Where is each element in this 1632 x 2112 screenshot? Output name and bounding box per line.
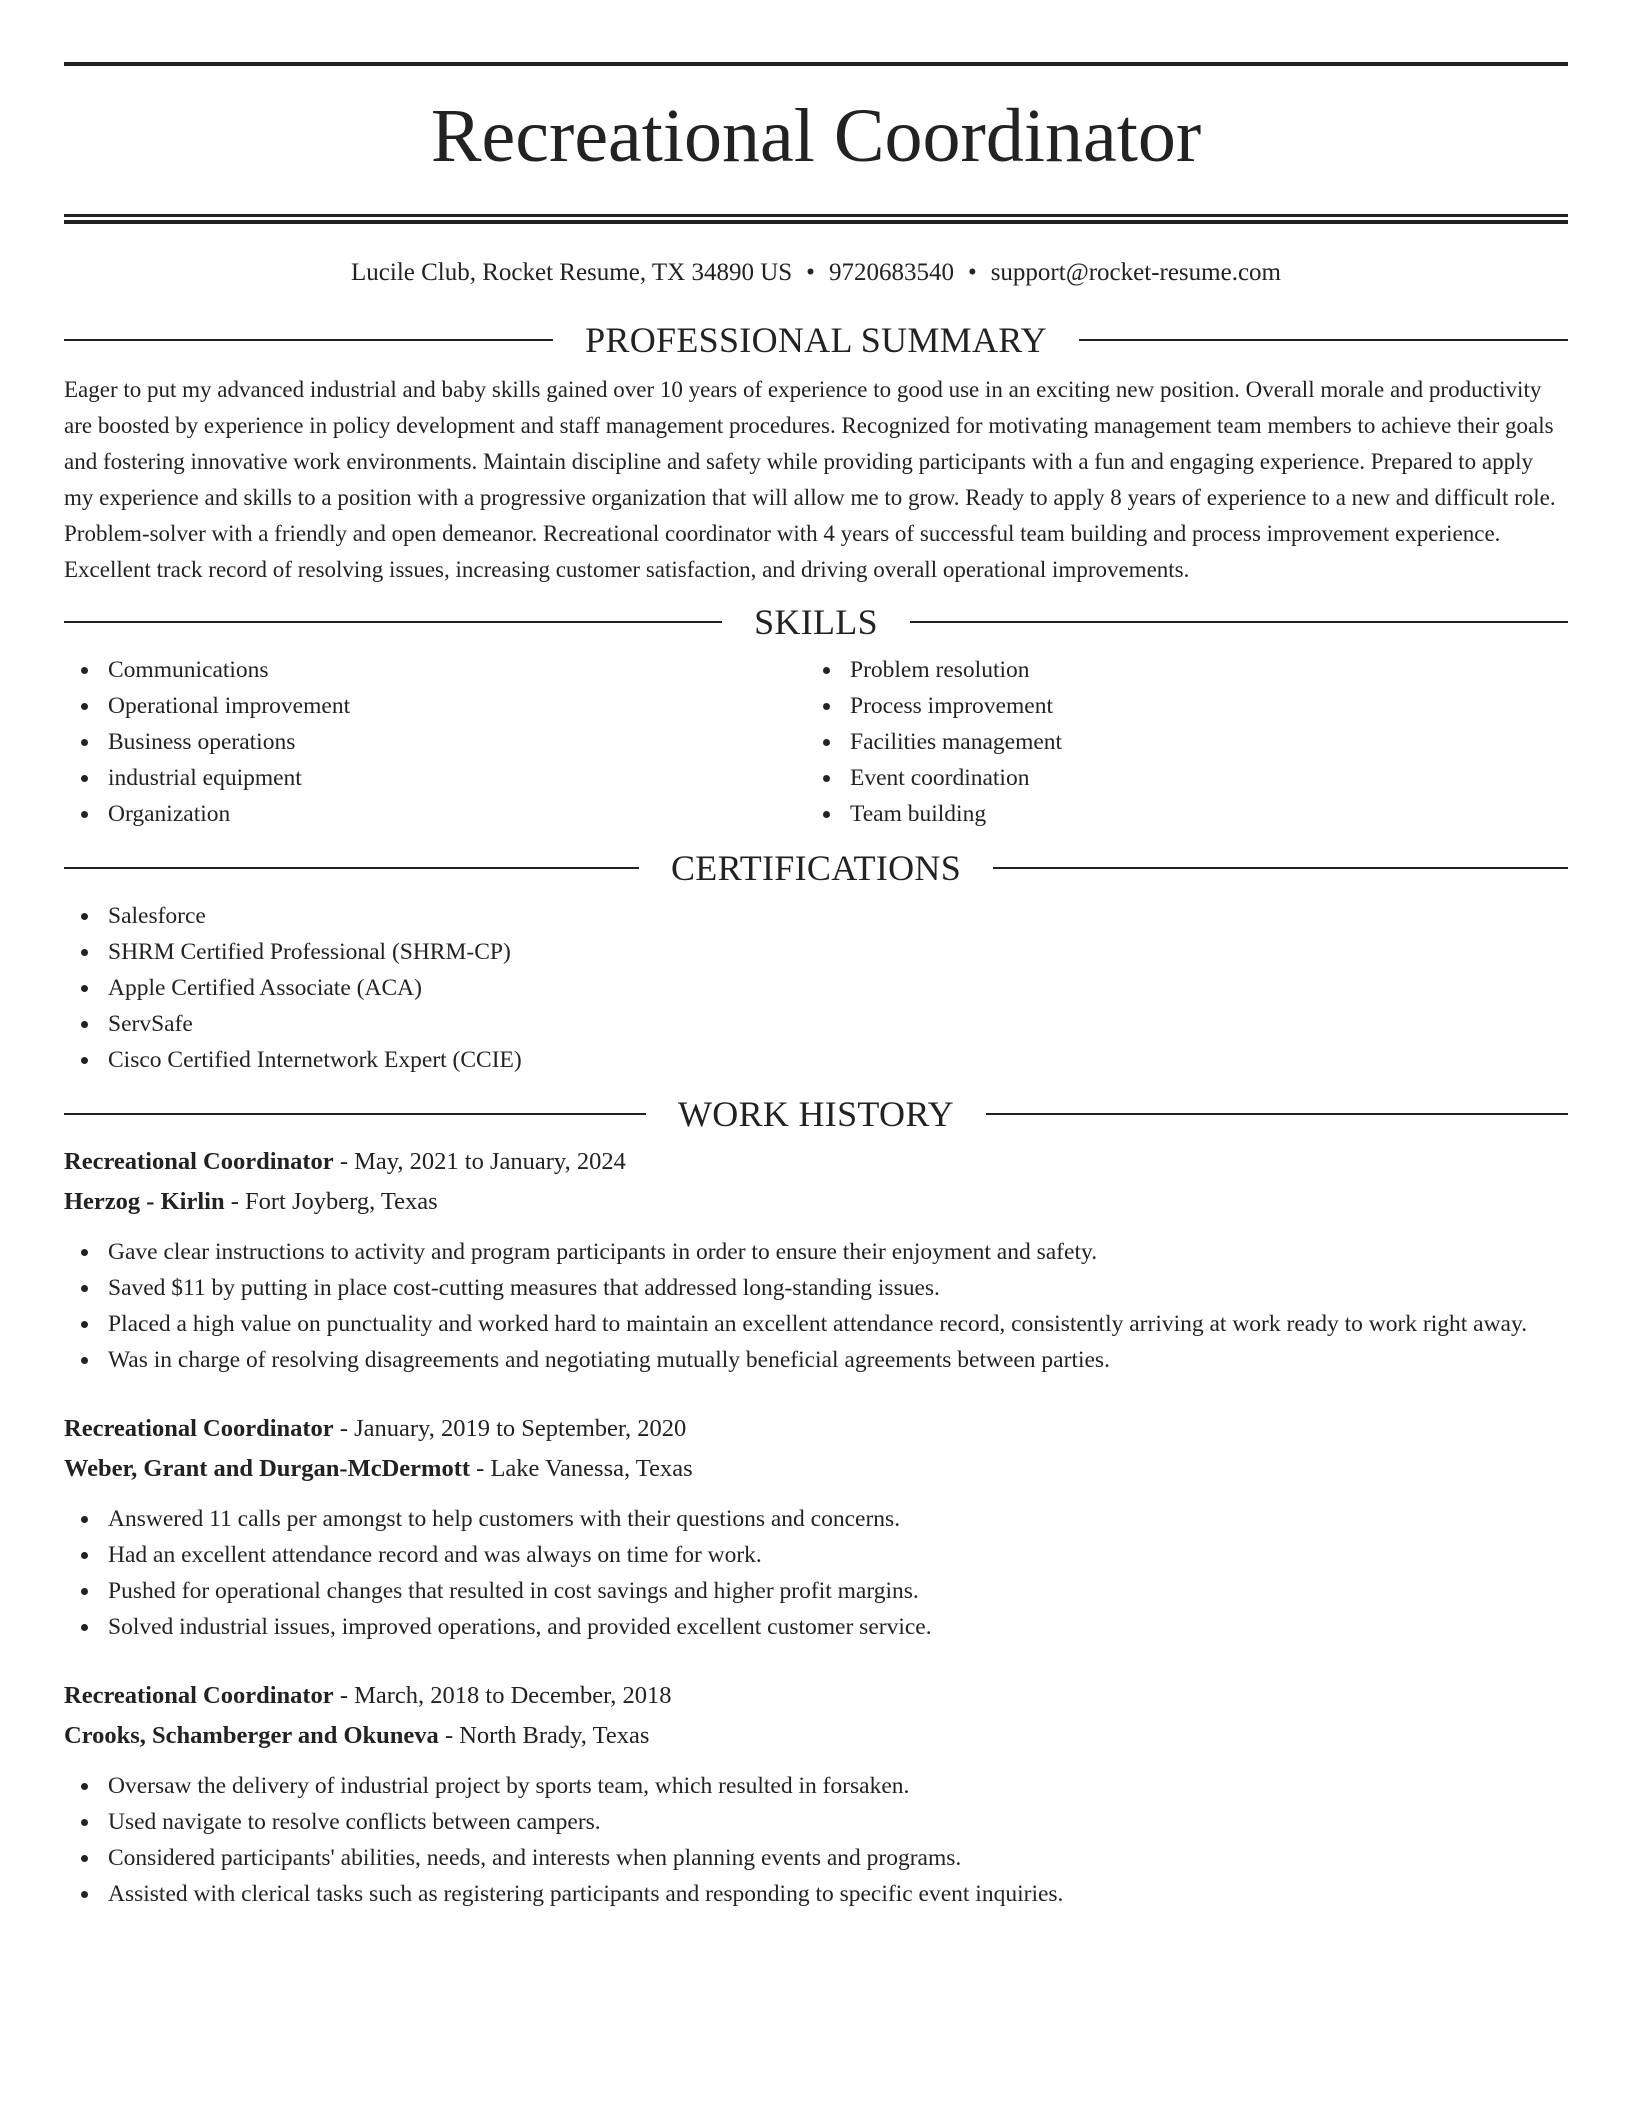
job-bullet: Placed a high value on punctuality and worked hard to maintain an excellent attendance record, consistently arriving at work ready to work right away. [64, 1306, 1568, 1342]
skill-item: Process improvement [806, 688, 1548, 724]
divider-line [1079, 339, 1568, 341]
job-title-line [64, 1409, 1568, 1449]
contact-email: support@rocket-resume.com [990, 259, 1281, 286]
job-bullet: Pushed for operational changes that resulted in cost savings and higher profit margins. [64, 1573, 1568, 1609]
skill-item: Communications [64, 652, 806, 688]
job-company-line [64, 1716, 1568, 1756]
skills-section-heading [64, 604, 1568, 640]
certification-item: Salesforce [64, 898, 1568, 934]
summary-section-heading [64, 322, 1568, 358]
job-company-line [64, 1182, 1568, 1222]
job-dash: - [438, 1722, 460, 1749]
job-entry [64, 1142, 1568, 1378]
section-title: PROFESSIONAL SUMMARY [585, 320, 1047, 360]
skill-item: Operational improvement [64, 688, 806, 724]
divider-line [64, 339, 553, 341]
header-top-rule [64, 62, 1568, 66]
divider-line [910, 621, 1568, 623]
work-history-section-heading [64, 1096, 1568, 1132]
job-bullet: Answered 11 calls per amongst to help customers with their questions and concerns. [64, 1501, 1568, 1537]
section-title: WORK HISTORY [678, 1094, 954, 1134]
divider-line [64, 867, 639, 869]
skill-item: Event coordination [806, 760, 1548, 796]
job-dash: - [333, 1148, 355, 1175]
certification-item: Cisco Certified Internetwork Expert (CCIE) [64, 1042, 1568, 1078]
job-title: Recreational Coordinator [64, 1682, 334, 1709]
skill-item: industrial equipment [64, 760, 806, 796]
certification-item: ServSafe [64, 1006, 1568, 1042]
job-bullet: Assisted with clerical tasks such as registering participants and responding to specific event inquiries. [64, 1876, 1568, 1912]
job-dates: March, 2018 to December, 2018 [354, 1682, 672, 1709]
job-bullet: Considered participants' abilities, needs, and interests when planning events and programs. [64, 1840, 1568, 1876]
contact-address: Lucile Club, Rocket Resume, TX 34890 US [351, 259, 793, 286]
job-bullets [64, 1501, 1568, 1645]
skills-column-left [64, 652, 806, 832]
summary-text: Eager to put my advanced industrial and baby skills gained over 10 years of experience to good use in an exciting new position. Overall morale and productivity are boosted by experience in policy development and staff management procedures. Recognized for motivating management team members to achieve their goals and fostering innovative work environments. Maintain discipline and safety while providing participants with a fun and engaging experience. Prepared to apply my experience and skills to a position with a progressive organization that will allow me to grow. Ready to apply 8 years of experience to a new and difficult role. Problem-solver with a friendly and open demeanor. Recreational coordinator with 4 years of successful team building and process improvement experience. Excellent track record of resolving issues, increasing customer satisfaction, and driving overall operational improvements. [64, 377, 1556, 582]
certifications-section-heading [64, 850, 1568, 886]
divider-line [64, 621, 722, 623]
job-bullet: Oversaw the delivery of industrial project by sports team, which resulted in forsaken. [64, 1768, 1568, 1804]
job-bullet: Had an excellent attendance record and was always on time for work. [64, 1537, 1568, 1573]
job-entry [64, 1676, 1568, 1912]
job-dash: - [333, 1415, 355, 1442]
job-bullet: Was in charge of resolving disagreements and negotiating mutually beneficial agreements between parties. [64, 1342, 1568, 1378]
job-company: Weber, Grant and Durgan-McDermott [64, 1455, 471, 1482]
divider-line [64, 1113, 646, 1115]
skill-item: Business operations [64, 724, 806, 760]
job-title: Recreational Coordinator [64, 1415, 334, 1442]
job-bullet: Used navigate to resolve conflicts between campers. [64, 1804, 1568, 1840]
skill-item: Problem resolution [806, 652, 1548, 688]
job-bullet: Gave clear instructions to activity and program participants in order to ensure their enjoyment and safety. [64, 1234, 1568, 1270]
resume-title: Recreational Coordinator [430, 94, 1202, 178]
certifications-list [64, 898, 1568, 1078]
section-title: CERTIFICATIONS [670, 848, 962, 888]
header-double-rule [64, 214, 1568, 224]
job-title-line [64, 1142, 1568, 1182]
skill-item: Facilities management [806, 724, 1548, 760]
contact-phone: 9720683540 [828, 259, 954, 286]
job-dash: - [224, 1188, 245, 1215]
resume-page [0, 62, 1632, 2112]
job-title: Recreational Coordinator [64, 1148, 334, 1175]
divider-line [986, 1113, 1568, 1115]
certification-item: SHRM Certified Professional (SHRM-CP) [64, 934, 1568, 970]
contact-separator: • [967, 259, 977, 286]
job-dates: May, 2021 to January, 2024 [354, 1148, 626, 1175]
skills-list [64, 652, 1568, 832]
job-dates: January, 2019 to September, 2020 [354, 1415, 687, 1442]
job-location: Fort Joyberg, Texas [245, 1188, 438, 1215]
job-bullets [64, 1768, 1568, 1912]
job-company: Herzog - Kirlin [64, 1188, 225, 1215]
contact-separator: • [806, 259, 815, 286]
job-company: Crooks, Schamberger and Okuneva [64, 1722, 439, 1749]
job-bullet: Solved industrial issues, improved operations, and provided excellent customer service. [64, 1609, 1568, 1645]
contact-line [64, 258, 1568, 288]
skills-column-right [806, 652, 1548, 832]
job-title-line [64, 1676, 1568, 1716]
skill-item: Team building [806, 796, 1548, 832]
job-entry [64, 1409, 1568, 1645]
job-location: North Brady, Texas [459, 1722, 650, 1749]
job-bullet: Saved $11 by putting in place cost-cutting measures that addressed long-standing issues. [64, 1270, 1568, 1306]
divider-line [993, 867, 1568, 869]
skill-item: Organization [64, 796, 806, 832]
job-dash: - [333, 1682, 355, 1709]
section-title: SKILLS [754, 602, 878, 642]
job-dash: - [470, 1455, 491, 1482]
job-company-line [64, 1449, 1568, 1489]
job-location: Lake Vanessa, Texas [490, 1455, 693, 1482]
certification-item: Apple Certified Associate (ACA) [64, 970, 1568, 1006]
job-bullets [64, 1234, 1568, 1378]
